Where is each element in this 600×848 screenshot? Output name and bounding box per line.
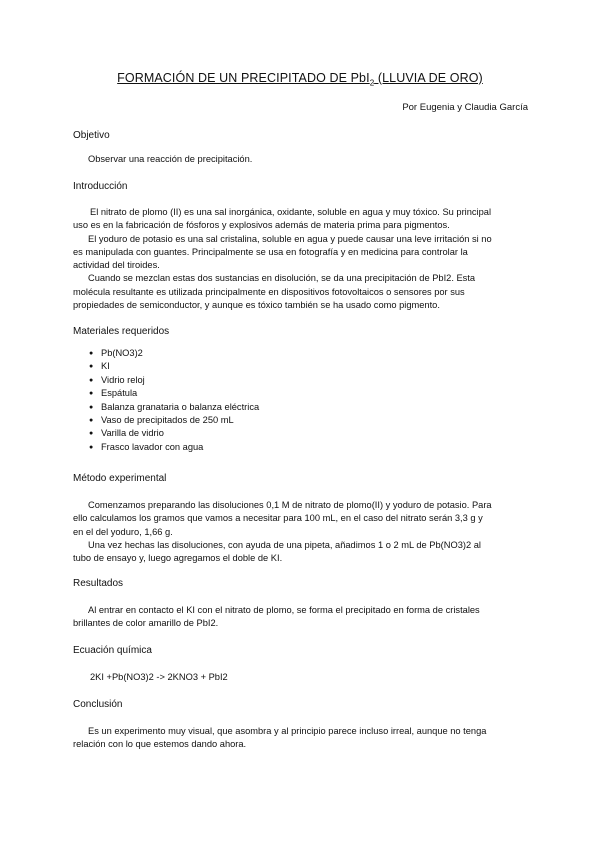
bullet-icon: ● [89, 430, 94, 438]
paragraph-objetivo: Observar una reacción de precipitación. [88, 154, 253, 164]
bullet-icon: ● [89, 363, 94, 371]
list-item: ● Balanza granataria o balanza eléctrica [73, 401, 259, 414]
paragraph-introduccion: El nitrato de plomo (II) es una sal inorgánica, oxidante, soluble en agua y muy tóxico. Su principal uso es en la fabricación de fósforos y explosivos además de materia prima para pigmentos. El yoduro de potasio es una sal cristalina, soluble en agua y puede causar una leve irritación si no es manipulada con guantes. Principalmente se usa en fotografía y en medicina para controlar la actividad del tiroides. Cuando se mezclan estas dos sustancias en disolución, se da una precipitación de PbI2. Esta molécula resultante es utilizada principalmente en dispositivos fotovoltaicos o sensores por sus propiedades de semiconductor, y aunque es tóxico también se ha usado como pigmento. [73, 207, 492, 311]
heading-objetivo: Objetivo [73, 130, 110, 141]
list-item: ● Espátula [73, 387, 259, 400]
heading-resultados: Resultados [73, 578, 124, 589]
list-item: ● Vidrio reloj [73, 374, 259, 387]
chemical-equation: 2KI +Pb(NO3)2 -> 2KNO3 + PbI2 [90, 672, 228, 682]
bullet-icon: ● [89, 390, 94, 398]
paragraph-resultados: Al entrar en contacto el KI con el nitrato de plomo, se forma el precipitado en forma de cristales brillantes de color amarillo de PbI2. [73, 605, 480, 629]
heading-metodo: Método experimental [73, 473, 167, 484]
heading-introduccion: Introducción [73, 181, 128, 192]
materials-list [73, 347, 259, 454]
authors-line: Por Eugenia y Claudia García [402, 102, 528, 113]
list-item: ● Varilla de vidrio [73, 427, 259, 440]
bullet-icon: ● [89, 376, 94, 384]
list-item: ● KI [73, 360, 259, 373]
paragraph-metodo: Comenzamos preparando las disoluciones 0,1 M de nitrato de plomo(II) y yoduro de potasio. Para ello calculamos los gramos que vamos a necesitar para 100 mL, en el caso del nitrato serán 3,3 g y en el del yoduro, 1,66 g. Una vez hechas las disoluciones, con ayuda de una pipeta, añadimos 1 o 2 mL de Pb(NO3)2 al tubo de ensayo y, luego agregamos el doble de KI. [73, 500, 492, 564]
list-item: ● Frasco lavador con agua [73, 441, 259, 454]
heading-conclusion: Conclusión [73, 699, 123, 710]
document-title: FORMACIÓN DE UN PRECIPITADO DE PbI$_2$ (LLUVIA DE ORO) [117, 71, 483, 88]
bullet-icon: ● [89, 350, 94, 357]
bullet-icon: ● [89, 403, 94, 411]
heading-ecuacion: Ecuación química [73, 645, 152, 656]
list-item: ● Pb(NO3)2 [73, 347, 259, 360]
paragraph-conclusion: Es un experimento muy visual, que asombra y al principio parece incluso irreal, aunque no tenga relación con lo que estemos dando ahora. [73, 726, 487, 750]
heading-materiales: Materiales requeridos [73, 326, 170, 337]
list-item: ● Vaso de precipitados de 250 mL [73, 414, 259, 427]
bullet-icon: ● [89, 443, 94, 451]
bullet-icon: ● [89, 417, 94, 425]
